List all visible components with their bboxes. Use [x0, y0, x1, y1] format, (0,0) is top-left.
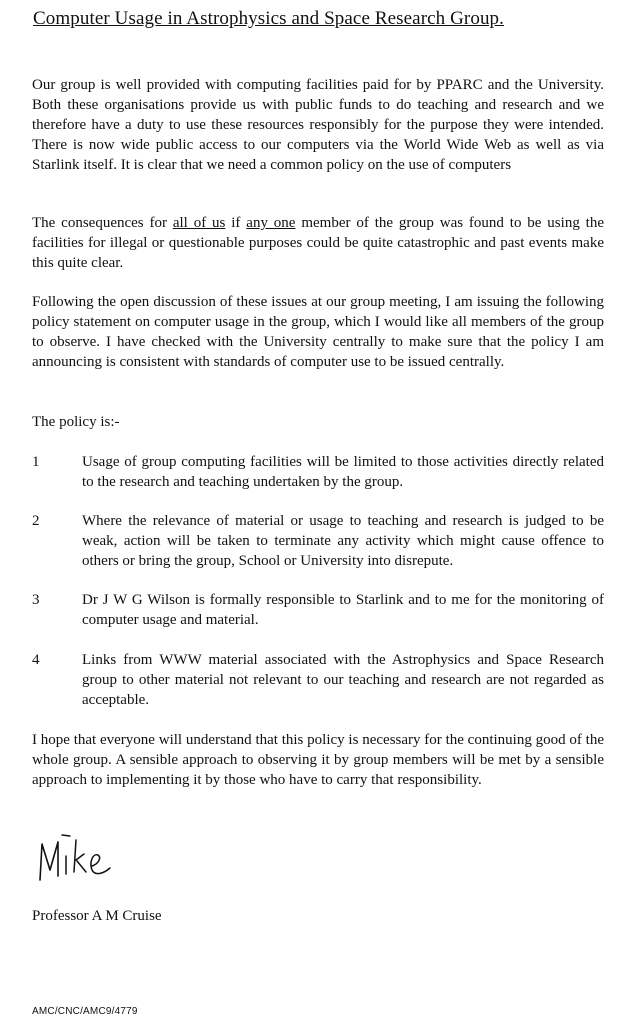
policy-item-text: Links from WWW material associated with the Astrophysics and Space Research group to other material not relevant to our teaching and research are not regarded as acceptable. — [82, 652, 604, 708]
policy-item-number: 4 — [32, 652, 40, 668]
policy-item — [32, 511, 604, 571]
policy-item-number: 3 — [32, 592, 40, 608]
document-reference: AMC/CNC/AMC9/4779 — [32, 1006, 138, 1017]
paragraph-closing: I hope that everyone will understand that this policy is necessary for the continuing good of the whole group. A sensible approach to observing it by group members will be met by a sensible approach to implementing it by those who have to carry that responsibility. — [32, 732, 604, 788]
policy-item — [32, 452, 604, 492]
paragraph-consequences-text-3: member of the group was found to be using the facilities for illegal or questionable purposes could be quite catastrophic and past events make this quite clear. — [32, 215, 604, 271]
paragraph-policy-intro: Following the open discussion of these issues at our group meeting, I am issuing the following policy statement on computer usage in the group, which I would like all members of the group to observe. I have checked with the University centrally to make sure that the policy I am announcing is consistent with standards of computer use to be issued centrally. — [32, 294, 604, 370]
handwritten-signature — [36, 830, 126, 890]
paragraph-consequences-text-1: The consequences for — [32, 215, 173, 231]
paragraph-consequences-text-2: if — [225, 215, 247, 231]
policy-heading: The policy is:- — [32, 414, 120, 430]
signatory-name: Professor A M Cruise — [32, 908, 162, 924]
paragraph-intro: Our group is well provided with computing facilities paid for by PPARC and the University. Both these organisations provide us with public funds to do teaching and research and we therefore have a duty to use these resources responsibly for the purpose they were intended. There is now wide public access to our computers via the World Wide Web as well as via Starlink itself. It is clear that we need a common policy on the use of computers — [32, 77, 604, 173]
policy-item-text: Usage of group computing facilities will be limited to those activities directly related to the research and teaching undertaken by the group. — [82, 454, 604, 490]
policy-item — [32, 650, 604, 710]
underlined-any-one: any one — [246, 215, 296, 231]
policy-item-number: 2 — [32, 513, 40, 529]
policy-item — [32, 590, 604, 630]
policy-item-text: Where the relevance of material or usage to teaching and research is judged to be weak, action will be taken to terminate any activity which might cause offence to others or bring the group, School or University into disrepute. — [82, 513, 604, 569]
policy-item-text: Dr J W G Wilson is formally responsible to Starlink and to me for the monitoring of computer usage and material. — [82, 592, 604, 628]
underlined-all-of-us: all of us — [172, 215, 226, 231]
paragraph-consequences — [32, 213, 604, 273]
document-title: Computer Usage in Astrophysics and Space Research Group. — [33, 8, 504, 29]
policy-item-number: 1 — [32, 454, 40, 470]
